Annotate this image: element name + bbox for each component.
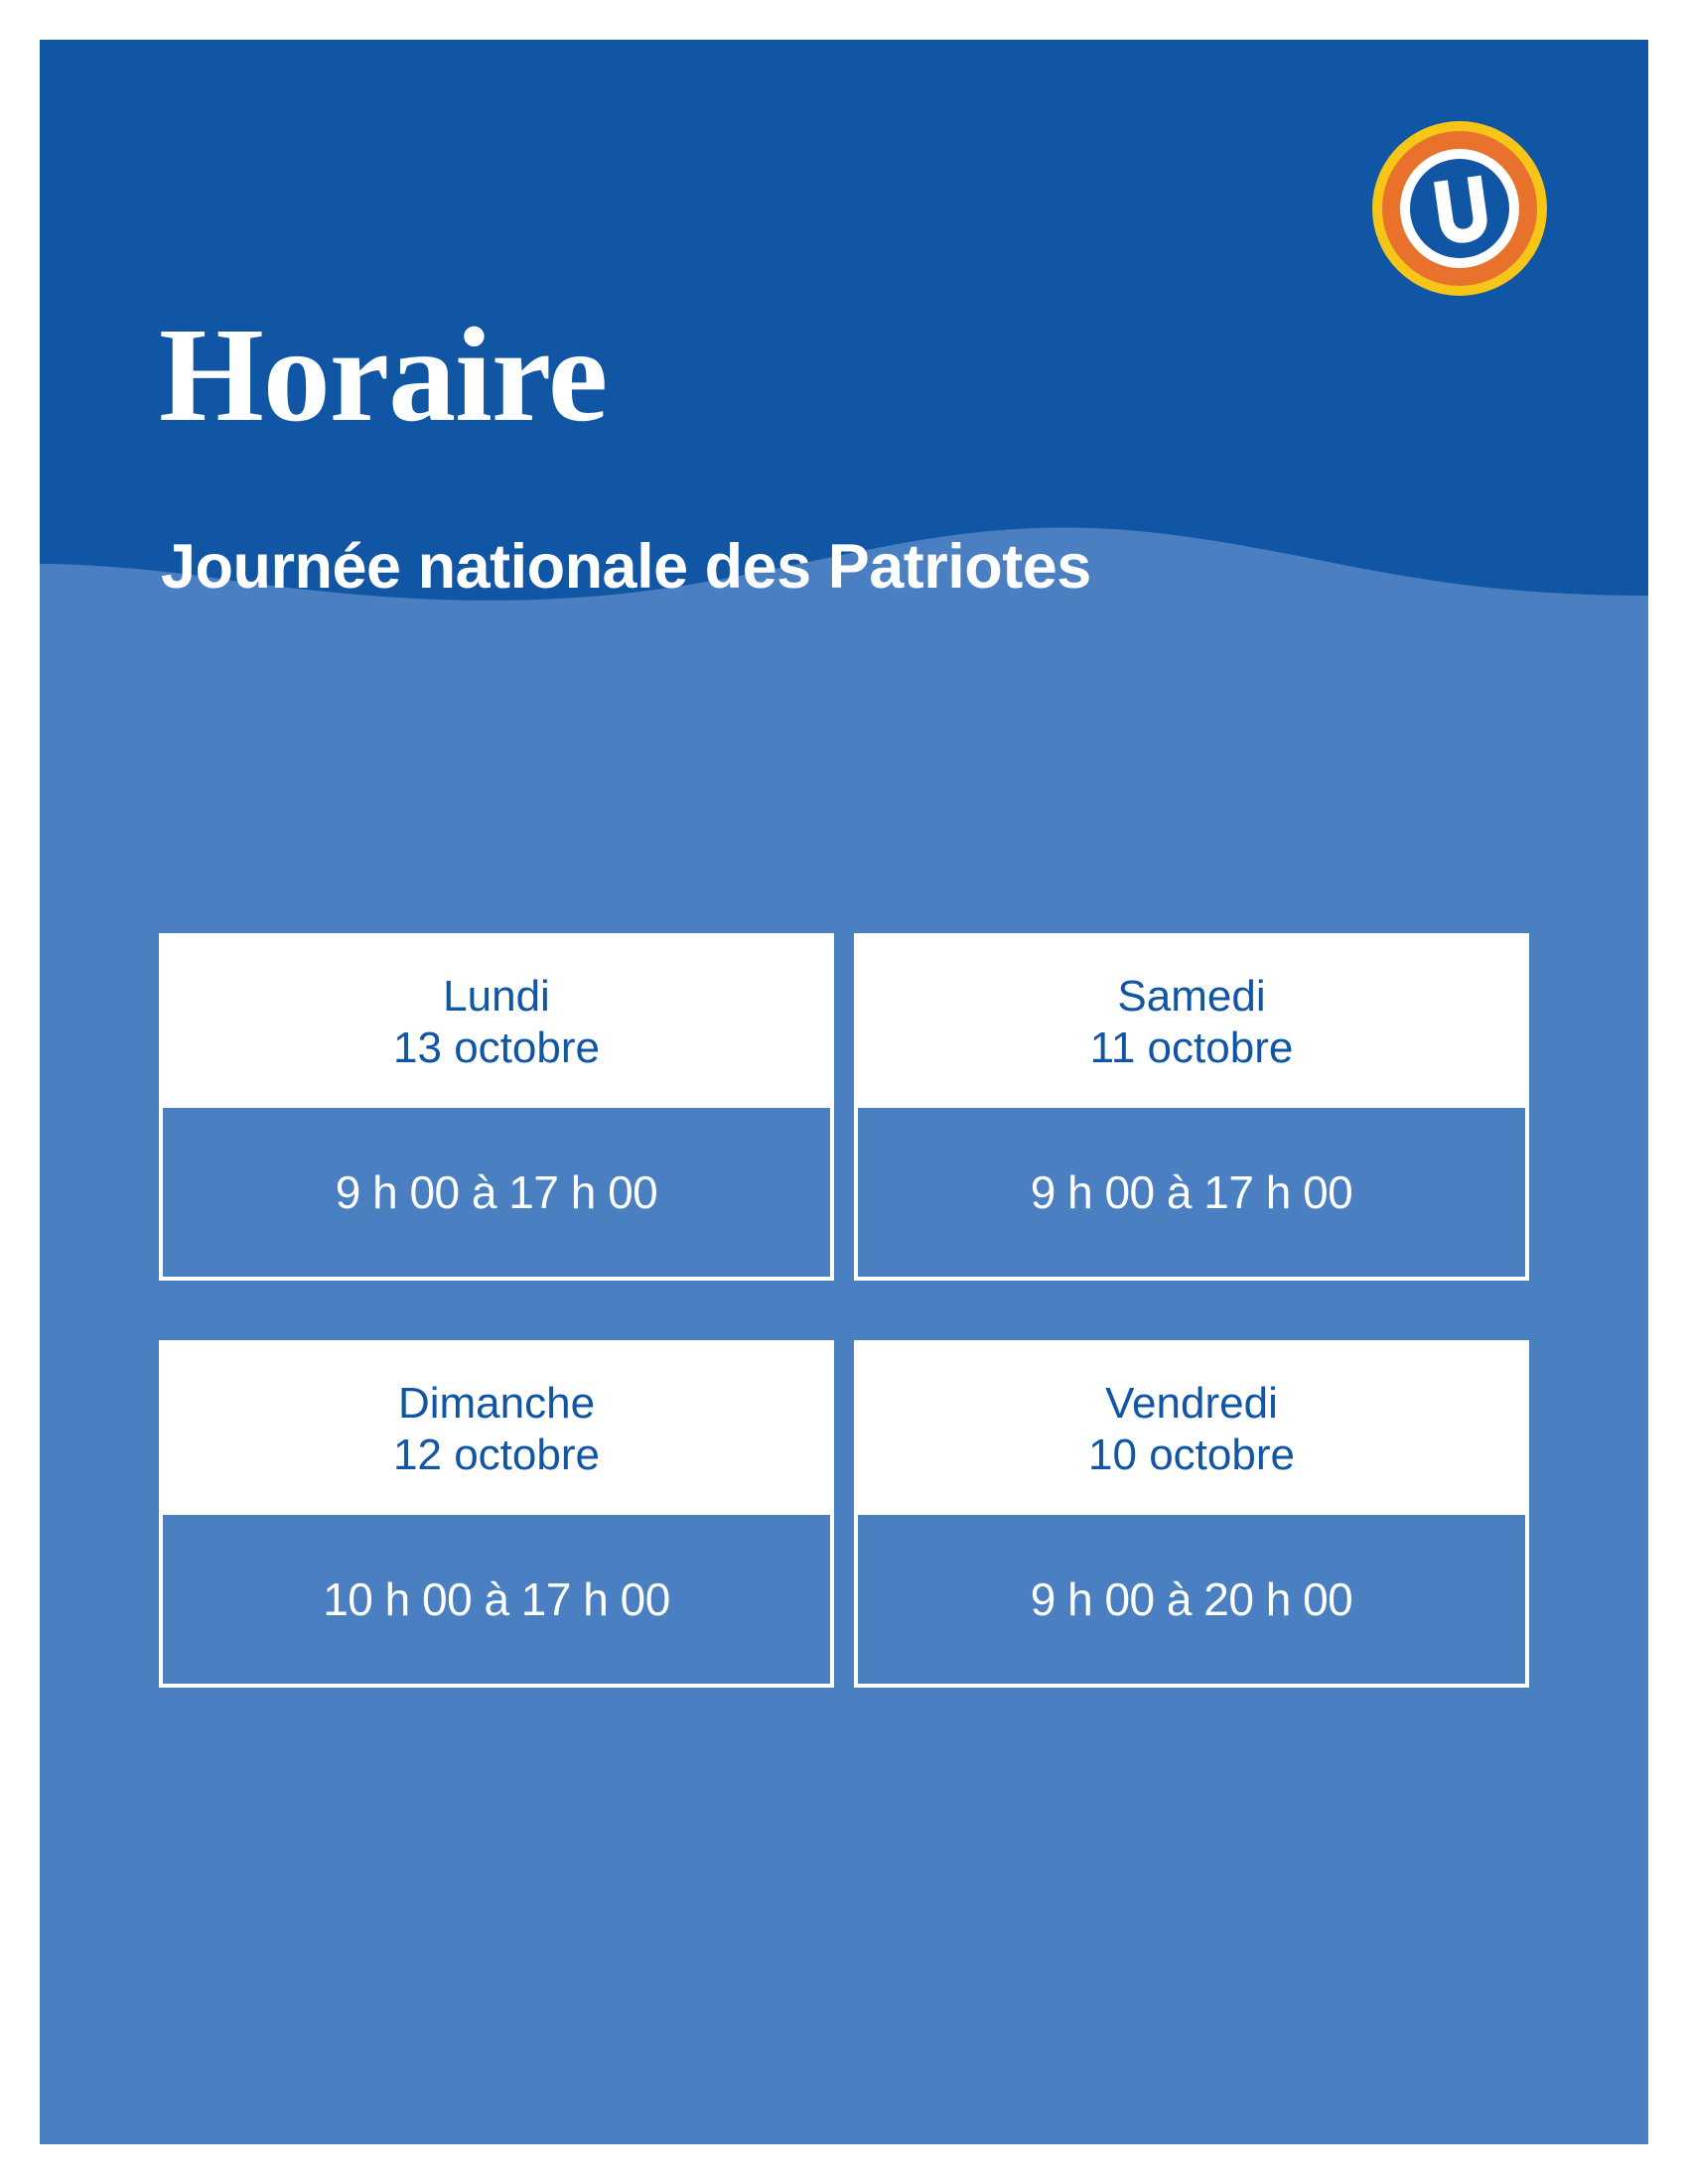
schedule-card [159, 1340, 834, 1688]
schedule-grid [159, 933, 1529, 1688]
day-hours: 9 h 00 à 17 h 00 [858, 1104, 1525, 1277]
page-title: Horaire [159, 301, 608, 450]
day-name: Dimanche [397, 1378, 596, 1428]
day-date: 12 octobre [393, 1430, 600, 1479]
day-name: Vendredi [1105, 1378, 1278, 1428]
day-name: Samedi [1117, 972, 1266, 1021]
day-hours: 10 h 00 à 17 h 00 [163, 1511, 830, 1684]
day-hours: 9 h 00 à 17 h 00 [163, 1104, 830, 1277]
page-subtitle: Journée nationale des Patriotes [161, 532, 1091, 602]
card-day-header [163, 1344, 830, 1511]
schedule-card [159, 933, 834, 1281]
header-content [40, 40, 1648, 695]
day-name: Lundi [443, 972, 550, 1021]
card-day-header [858, 937, 1525, 1104]
day-date: 10 octobre [1088, 1430, 1295, 1479]
card-day-header [163, 937, 830, 1104]
poster-canvas [40, 40, 1648, 2144]
day-date: 13 octobre [393, 1023, 600, 1072]
schedule-card [854, 933, 1529, 1281]
schedule-card [854, 1340, 1529, 1688]
day-hours: 9 h 00 à 20 h 00 [858, 1511, 1525, 1684]
card-day-header [858, 1344, 1525, 1511]
day-date: 11 octobre [1089, 1023, 1294, 1072]
logo-u-icon [1370, 119, 1549, 298]
